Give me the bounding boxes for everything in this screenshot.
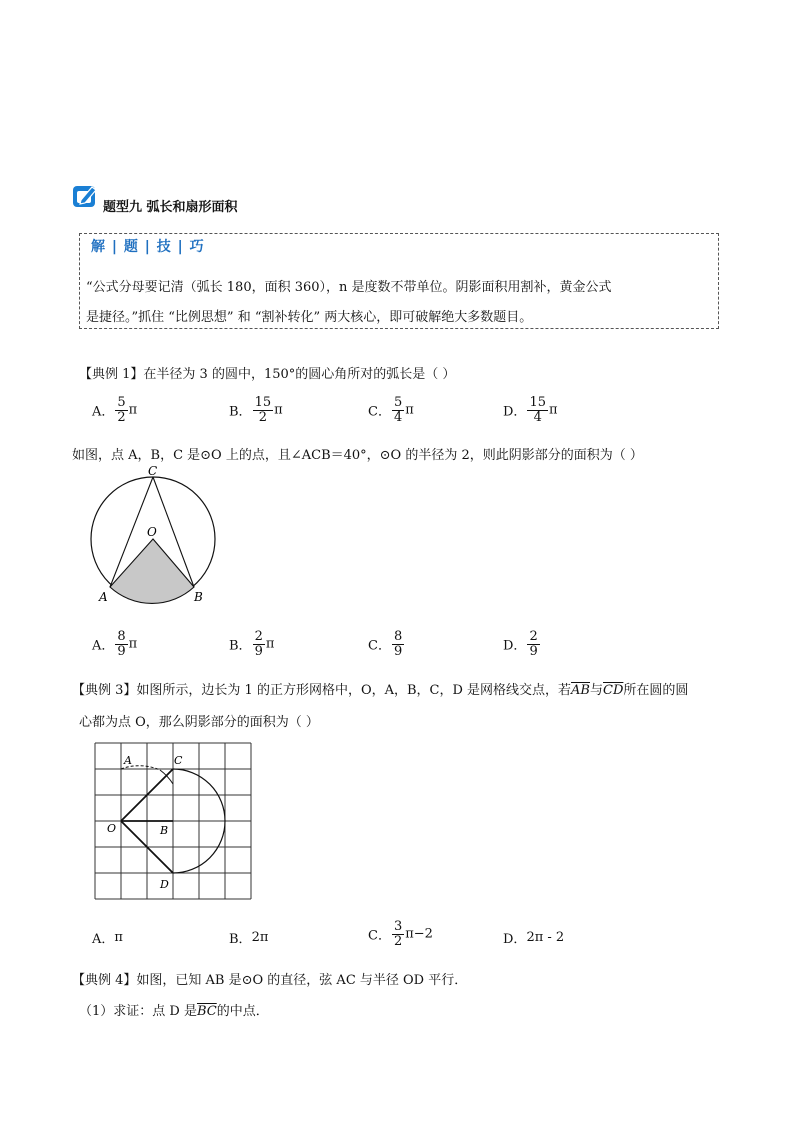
pen-note-icon (72, 183, 98, 209)
tips-heading: 解 | 题 | 技 | 巧 (91, 239, 205, 255)
example-3-stem-line-2: 心都为点 O，那么阴影部分的面积为（ ） (79, 715, 319, 730)
example-3-option-d[interactable]: D．2π - 2 (503, 930, 565, 947)
label-o: O (147, 525, 157, 539)
example-3-stem-line-1: 【典例 3】如图所示，边长为 1 的正方形网格中，O，A，B，C，D 是网格线交点，若$\overline{AB}$与$\overline{CD}$所在圆的圆 (72, 683, 689, 698)
shaded-sector (110, 539, 194, 603)
tips-text-line-1: “公式分母要记清（弧长 180，面积 360），n 是度数不带单位。阴影面积用割补，黄金公式 (86, 280, 612, 295)
example-1-stem: 【典例 1】在半径为 3 的圆中，150°的圆心角所对的弧长是（ ） (79, 367, 456, 382)
example-1-option-a[interactable]: A． $\frac{5}{2}$ π (92, 395, 138, 425)
example-2-option-c[interactable]: C． $\frac{8}{9}$ (368, 629, 403, 659)
label-b: B (160, 824, 169, 837)
example-1-option-d[interactable]: D． $\frac{15}{4}$ π (503, 395, 558, 425)
example-3-option-a[interactable]: A．π (92, 930, 123, 947)
label-c: C (174, 754, 183, 767)
example-2-option-b[interactable]: B． $\frac{2}{9}$ π (229, 629, 275, 659)
arc-cd: $\overline{CD}$ (603, 683, 624, 698)
example-1-option-b[interactable]: B． $\frac{15}{2}$ π (229, 395, 283, 425)
section-title: 题型九 弧长和扇形面积 (103, 200, 238, 215)
example-3-option-b[interactable]: B．2π (229, 930, 269, 947)
example-4-question-1: （1）求证：点 D 是$\overline{BC}$的中点． (79, 1004, 269, 1019)
arc-ab: $\overline{AB}$ (571, 683, 590, 698)
arc-bc: $\overline{BC}$ (196, 1004, 217, 1019)
label-a: A (124, 754, 132, 767)
example-1-option-c[interactable]: C． $\frac{5}{4}$ π (368, 395, 414, 425)
example-3-option-c[interactable]: C． $\frac{3}{2}$ π−2 (368, 919, 433, 949)
example-2-stem: 如图，点 A，B，C 是⊙O 上的点，且∠ACB＝40°，⊙O 的半径为 2，则此阴影部分的面积为（ ） (72, 448, 643, 463)
tips-text-line-2: 是捷径。”抓住 “比例思想” 和 “割补转化” 两大核心，即可破解绝大多数题目。 (86, 310, 533, 325)
label-o: O (107, 822, 117, 835)
label-b: B (194, 590, 203, 604)
example-4-stem: 【典例 4】如图，已知 AB 是⊙O 的直径，弦 AC 与半径 OD 平行． (72, 973, 468, 988)
label-d: D (160, 878, 169, 891)
label-a: A (99, 590, 108, 604)
example-2-option-d[interactable]: D． $\frac{2}{9}$ (503, 629, 538, 659)
example-2-option-a[interactable]: A． $\frac{8}{9}$ π (92, 629, 138, 659)
label-c: C (148, 465, 158, 478)
circle-figure (85, 465, 225, 610)
grid-figure (90, 740, 265, 900)
